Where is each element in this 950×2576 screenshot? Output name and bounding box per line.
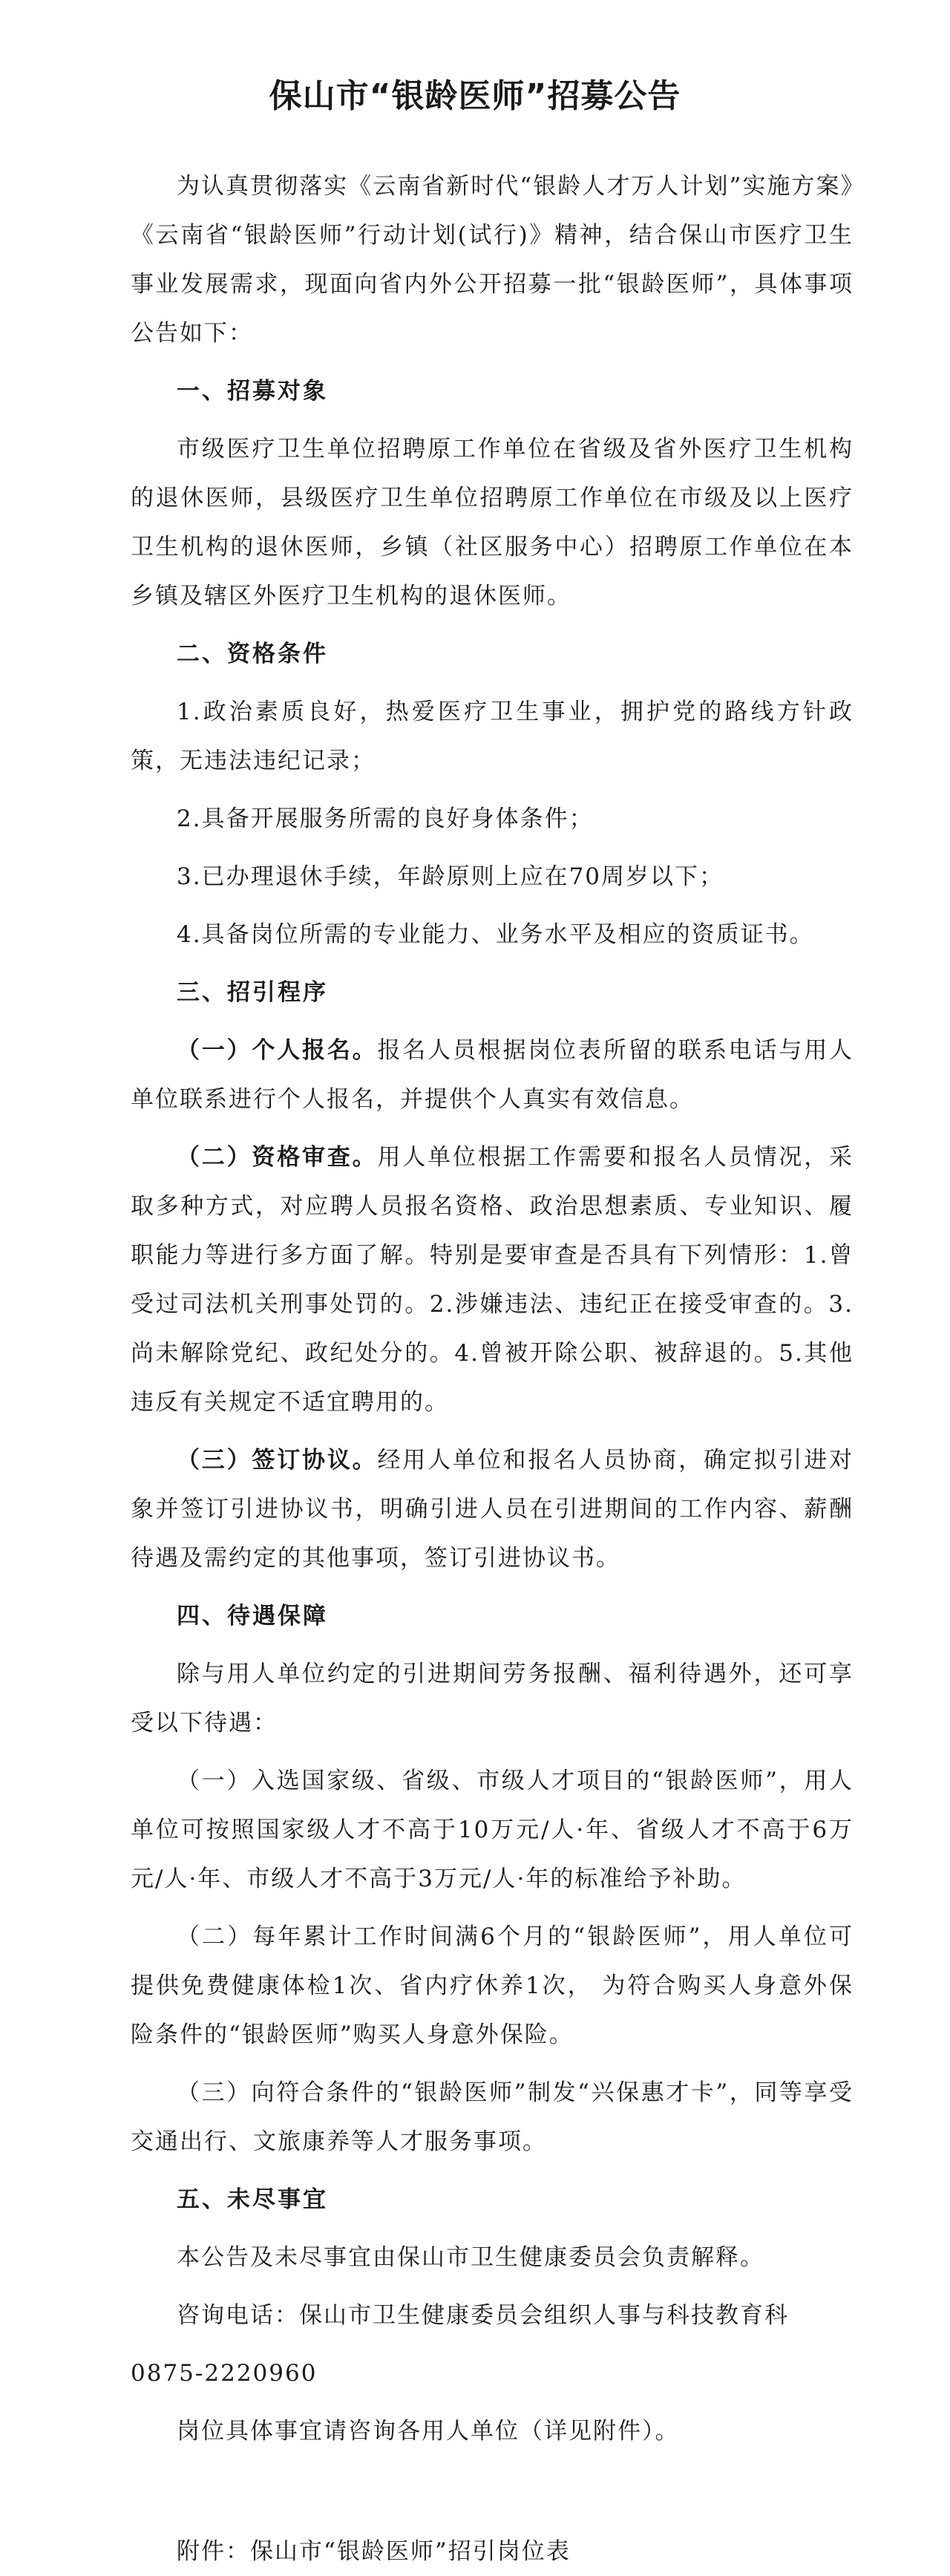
section-heading-recruitment-targets: 一、招募对象 <box>177 378 328 405</box>
procedure-step-2-lead: （二）资格审查。 <box>177 1144 378 1171</box>
section-heading-qualifications: 二、资格条件 <box>177 641 328 667</box>
attachment-note: 附件：保山市“银龄医师”招引岗位表 <box>177 2538 571 2565</box>
page-title: 保山市“银龄医师”招募公告 <box>269 77 681 115</box>
qualification-item-2: 2.具备开展服务所需的良好身体条件； <box>177 805 594 832</box>
procedure-step-1 <box>131 1026 854 1124</box>
procedure-step-2-cases: 1.曾受过司法机关刑事处罚的。2.涉嫌违法、违纪正在接受审查的。3.尚未解除党纪、政纪处分的。4.曾被开除公职、被辞退的。5.其他违反有关规定不适宜聘用的。 <box>131 1242 854 1416</box>
section-heading-benefits: 四、待遇保障 <box>177 1603 328 1629</box>
qualification-item-3: 3.已办理退休手续，年龄原则上应在70周岁以下； <box>177 863 724 890</box>
benefits-intro: 除与用人单位约定的引进期间劳务报酬、福利待遇外，还可享受以下待遇： <box>131 1661 854 1736</box>
qualification-item-1: 1.政治素质良好，热爱医疗卫生事业，拥护党的路线方针政策，无违法违纪记录； <box>131 699 854 774</box>
procedure-step-3-lead: （三）签订协议。 <box>177 1447 378 1474</box>
recruitment-targets-paragraph: 市级医疗卫生单位招聘原工作单位在省级及省外医疗卫生机构的退休医师，县级医疗卫生单位招聘原工作单位在市级及以上医疗卫生机构的退休医师，乡镇（社区服务中心）招聘原工作单位在本乡镇及辖区外医疗卫生机构的退休医师。 <box>131 436 854 609</box>
procedure-step-1-text: 报名人员根据岗位表所留的联系电话与用人单位联系进行个人报名，并提供个人真实有效信息。 <box>131 1037 854 1113</box>
contact-label: 咨询电话：保山市卫生健康委员会组织人事与科技教育科 <box>177 2302 789 2329</box>
procedure-step-3-text: 经用人单位和报名人员协商，确定拟引进对象并签订引进协议书，明确引进人员在引进期间的工作内容、薪酬待遇及需约定的其他事项，签订引进协议书。 <box>131 1447 854 1572</box>
contact-info <box>131 2291 854 2340</box>
interpretation-statement: 本公告及未尽事宜由保山市卫生健康委员会负责解释。 <box>177 2244 764 2271</box>
benefit-item-2: （二）每年累计工作时间满6个月的“银龄医师”，用人单位可提供免费健康体检1次、省内疗休养1次， 为符合购买人身意外保险条件的“银龄医师”购买人身意外保险。 <box>131 1923 854 2048</box>
contact-phone: 0875-2220960 <box>131 2360 318 2387</box>
section-heading-procedure: 三、招引程序 <box>177 979 328 1006</box>
procedure-step-2 <box>131 1133 854 1427</box>
benefit-item-1: （一）入选国家级、省级、市级人才项目的“银龄医师”，用人单位可按照国家级人才不高于10万元/人·年、省级人才不高于6万元/人·年、市级人才不高于3万元/人·年的标准给予补助。 <box>131 1768 854 1892</box>
position-inquiry-note: 岗位具体事宜请咨询各用人单位（详见附件）。 <box>177 2418 680 2445</box>
procedure-step-3 <box>131 1436 854 1583</box>
procedure-step-1-lead: （一）个人报名。 <box>177 1037 378 1064</box>
benefit-item-3: （三）向符合条件的“银龄医师”制发“兴保惠才卡”，同等享受交通出行、文旅康养等人才服务事项。 <box>131 2079 854 2155</box>
section-heading-other-matters: 五、未尽事宜 <box>177 2186 328 2213</box>
procedure-step-2-text: 用人单位根据工作需要和报名人员情况，采取多种方式，对应聘人员报名资格、政治思想素质、专业知识、履职能力等进行多方面了解。特别是要审查是否具有下列情形： <box>131 1144 854 1269</box>
intro-paragraph: 为认真贯彻落实《云南省新时代“银龄人才万人计划”实施方案》《云南省“银龄医师”行动计划(试行)》精神，结合保山市医疗卫生事业发展需求，现面向省内外公开招募一批“银龄医师”，具体事项公告如下： <box>131 173 854 347</box>
qualification-item-4: 4.具备岗位所需的专业能力、业务水平及相应的资质证书。 <box>177 921 814 948</box>
